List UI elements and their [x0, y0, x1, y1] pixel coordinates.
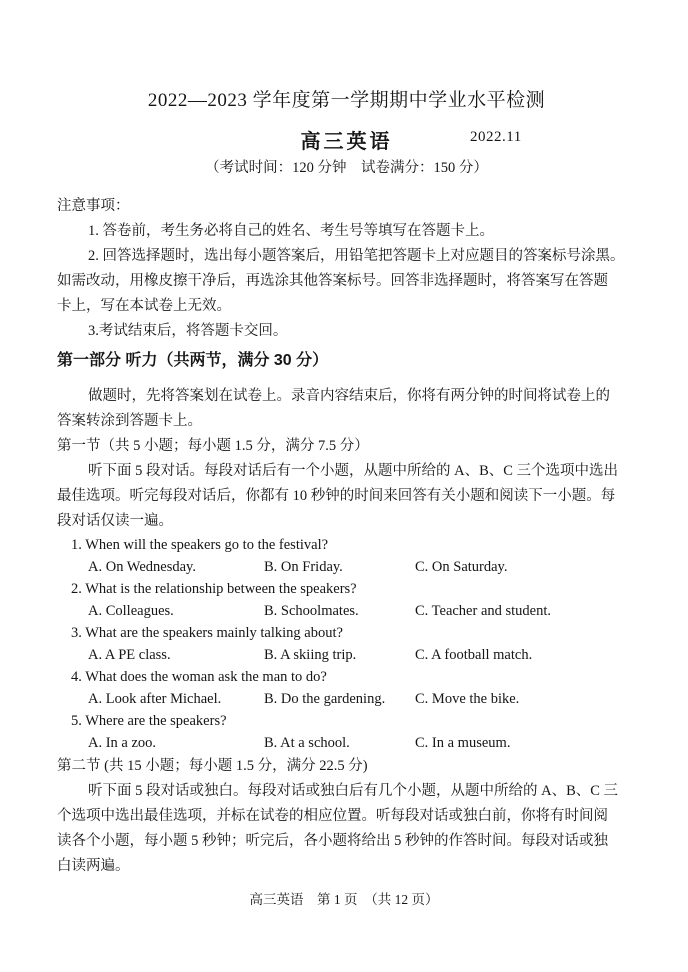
question-2-text: 2. What is the relationship between the speakers?: [71, 581, 357, 597]
question-2-options: [57, 600, 636, 622]
subject-row: [57, 125, 636, 153]
question-5-option-b: B. At a school.: [264, 735, 350, 751]
section1-heading: 第一节（共 5 小题；每小题 1.5 分，满分 7.5 分）: [57, 438, 369, 454]
question-4-text: 4. What does the woman ask the man to do?: [71, 669, 327, 685]
section2-note-line-2: 个选项中选出最佳选项，并标在试卷的相应位置。听每段对话或独白前，你将有时间阅: [57, 808, 608, 824]
section1-note-line-3: 段对话仅读一遍。: [57, 513, 173, 529]
question-2-option-b: B. Schoolmates.: [264, 603, 359, 619]
question-3-options: [57, 644, 636, 666]
question-5-text: 5. Where are the speakers?: [71, 713, 227, 729]
notice-heading: 注意事项：: [57, 198, 130, 214]
question-1-text: 1. When will the speakers go to the festival?: [71, 537, 329, 553]
question-5-options: [57, 732, 636, 754]
section2-heading: 第二节 (共 15 小题；每小题 1.5 分，满分 22.5 分): [57, 758, 368, 774]
page-footer: 高三英语 第 1 页 （共 12 页）: [249, 892, 439, 907]
question-2-option-a: A. Colleagues.: [88, 603, 174, 619]
notice-item-3: 3.考试结束后，将答题卡交回。: [88, 323, 288, 339]
exam-date: 2022.11: [470, 129, 522, 145]
section1-note-line-2: 最佳选项。听完每段对话后，你都有 10 秒钟的时间来回答有关小题和阅读下一小题。每: [57, 488, 616, 504]
question-3-option-a: A. A PE class.: [88, 647, 171, 663]
question-4-option-c: C. Move the bike.: [415, 691, 520, 707]
section2-note-line-1: 听下面 5 段对话或独白。每段对话或独白后有几个小题，从题中所给的 A、B、C 三: [88, 783, 619, 799]
section2-note-line-3: 读各个小题，每小题 5 秒钟；听完后，各小题将给出 5 秒钟的作答时间。每段对话或独: [57, 833, 608, 849]
page-title: 2022—2023 学年度第一学期期中学业水平检测: [147, 90, 546, 111]
notice-item-2-line-1: 2. 回答选择题时，选出每小题答案后，用铅笔把答题卡上对应题目的答案标号涂黑。: [88, 248, 625, 264]
question-2-option-c: C. Teacher and student.: [415, 603, 552, 619]
part1-intro-line-2: 答案转涂到答题卡上。: [57, 413, 202, 429]
question-4-options: [57, 688, 636, 710]
question-1-option-b: B. On Friday.: [264, 559, 343, 575]
notice-item-2-line-3: 卡上，写在本试卷上无效。: [57, 298, 231, 314]
subject-title: 高三英语: [300, 131, 393, 153]
notice-item-2-line-2: 如需改动，用橡皮擦干净后，再选涂其他答案标号。回答非选择题时，将答案写在答题: [57, 273, 608, 289]
part1-heading: 第一部分 听力（共两节，满分 30 分）: [57, 352, 329, 369]
section2-note-line-4: 白读两遍。: [57, 858, 130, 874]
question-3-option-c: C. A football match.: [415, 647, 533, 663]
question-5-option-a: A. In a zoo.: [88, 735, 157, 751]
question-3-text: 3. What are the speakers mainly talking about?: [71, 625, 343, 641]
exam-info: （考试时间：120 分钟 试卷满分：150 分）: [205, 160, 488, 176]
question-1-option-a: A. On Wednesday.: [88, 559, 196, 575]
question-1-options: [57, 556, 636, 578]
section1-note-line-1: 听下面 5 段对话。每段对话后有一个小题，从题中所给的 A、B、C 三个选项中选出: [88, 463, 619, 479]
question-4-option-a: A. Look after Michael.: [88, 691, 222, 707]
question-5-option-c: C. In a museum.: [415, 735, 511, 751]
notice-item-1: 1. 答卷前，考生务必将自己的姓名、考生号等填写在答题卡上。: [88, 223, 494, 239]
part1-intro-line-1: 做题时，先将答案划在试卷上。录音内容结束后，你将有两分钟的时间将试卷上的: [88, 388, 610, 404]
question-4-option-b: B. Do the gardening.: [264, 691, 386, 707]
question-1-option-c: C. On Saturday.: [415, 559, 508, 575]
question-3-option-b: B. A skiing trip.: [264, 647, 357, 663]
